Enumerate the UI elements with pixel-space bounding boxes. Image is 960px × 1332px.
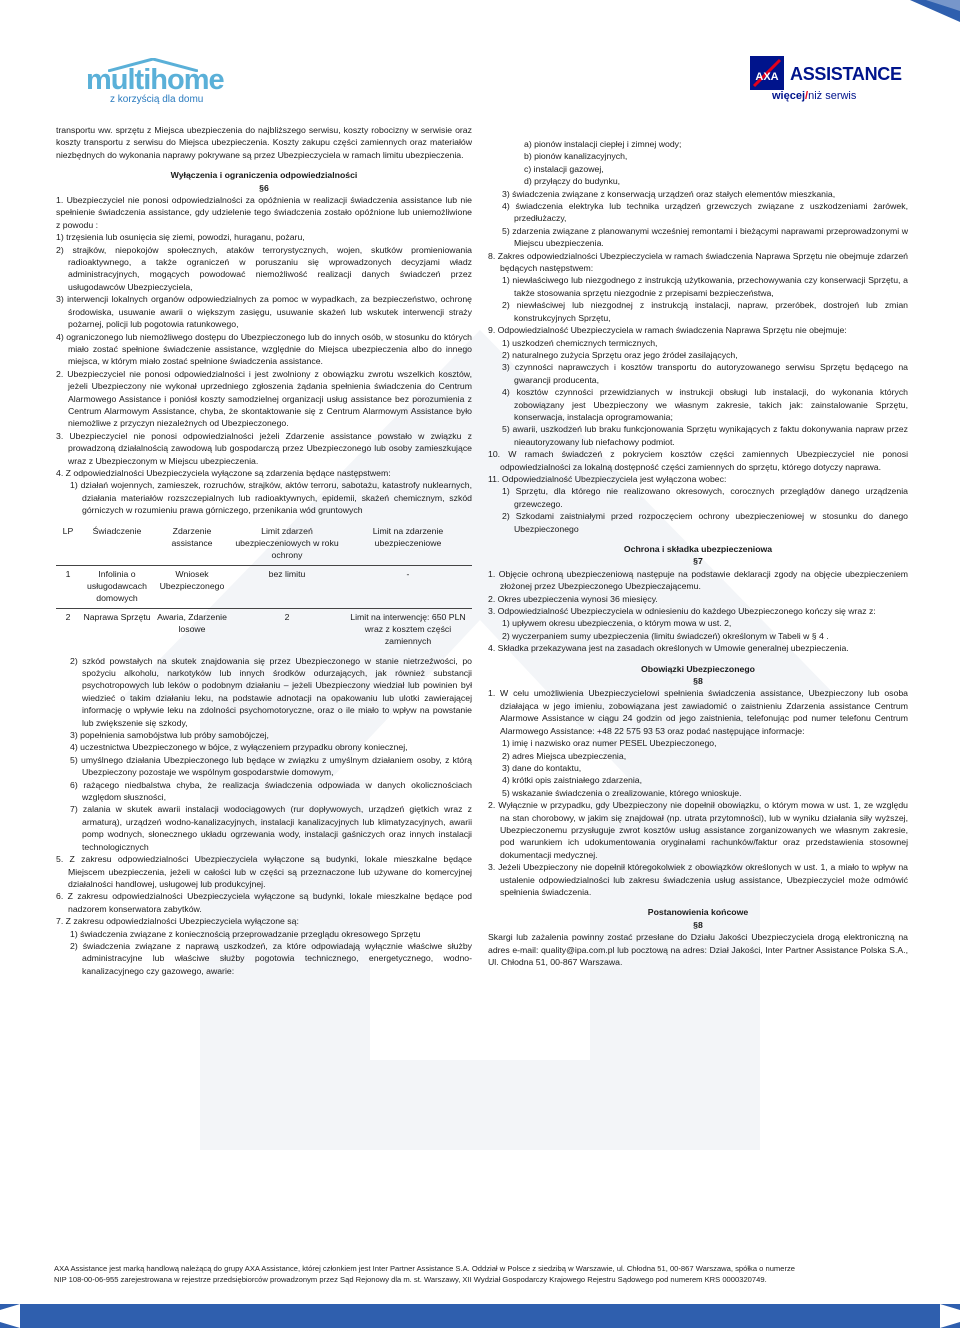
table-row [56,565,472,608]
final-paragraph: Skargi lub zażalenia powinny zostać przesłane do Działu Jakości Ubezpieczyciela drogą elektroniczną na adres e-mail: quality@ipa.com.pl lub pocztową na adres: Dział Jakości, Inter Partner Assistance Polska S.A., Ul. Chłodna 51, 00-867 Warszawa. [488,932,908,967]
list-item: d) przyłączy do budynku, [524,176,621,187]
section-heading: Postanowienia końcowe [647,907,749,918]
bottom-stripe-decoration [0,1300,960,1332]
table-cell: - [344,565,472,608]
left-column [56,124,472,977]
section-number: §7 [693,556,703,567]
list-item: 5) wskazanie świadczenia o zrealizowanie, którego wnioskuje. [502,787,742,798]
paragraph-4: 4. Z odpowiedzialności Ubezpieczyciela wyłączone są zdarzenia będące następstwem: [56,467,391,478]
list-item: 1. W celu umożliwienia Ubezpieczycielowi spełnienia świadczenia assistance, Ubezpieczony lub osoba działająca w jego imieniu, zobowiązana jest zawiadomić o zaistnieniu Zdarzenia assistance Centrum Alarmowe Assistance w ciągu 24 godzin od jego zaistnienia, telefonując pod numer telefonu Centrum Alarmowego Assistance: +48 22 575 93 53 oraz podać następujące informacje: [488,688,908,736]
list-item: a) pionów instalacji ciepłej i zimnej wody; [524,139,682,149]
list-item: 2) Szkodami zaistniałymi przed rozpoczęciem ochrony ubezpieczeniowej w stosunku do danego Ubezpieczonego [502,511,908,534]
assistance-logo-text: ASSISTANCE [790,64,902,84]
paragraph-6: 6. Z zakresu odpowiedzialności Ubezpieczyciela wyłączone są budynki, lokale mieszkalne będące pod nadzorem konserwatora zabytków. [56,891,472,914]
paragraph-9: 9. Odpowiedzialność Ubezpieczyciela w ramach świadczenia Naprawa Sprzętu nie obejmuje: [488,325,847,336]
section-number: §8 [693,676,703,687]
list-item: 3) dane do kontaktu, [502,762,582,773]
list-item: 7) zalania w skutek awarii instalacji wodociągowych (rur dopływowych, urządzeń giętkich wraz z armaturą), urządzeń wodno-kanalizacyjnych, instalacji kanalizacyjnych lub klimatyzacyjnych, awarii pomp wodnych, słonecznego układu ogrzewania wody, instalacji gaśniczych oraz innych instalacji technologicznych [70,804,472,852]
section-number: §6 [259,182,269,193]
list-item: 1) trzęsienia lub osunięcia się ziemi, powodzi, huraganu, pożaru, [56,232,305,243]
table-cell: bez limitu [230,565,344,608]
list-item: 1) uszkodzeń chemicznych termicznych, [502,337,658,348]
table-header-cell: Zdarzenie assistance [171,525,213,548]
multihome-tagline: z korzyścią dla domu [110,94,204,105]
list-item: 3. Odpowiedzialność Ubezpieczyciela w odniesieniu do każdego Ubezpieczonego kończy się wraz z: [488,606,876,617]
list-item: 3) interwencji lokalnych organów odpowiedzialnych za pomoc w wypadkach, za bezpieczeństwo, ochronę środowiska, usuwanie awarii o większym zasięgu, usuwanie skażeń lub wskutek interwencji straży pożarnej, policji lub pogotowia ratunkowego, [56,294,472,330]
section-heading: Wyłączenia i ograniczenia odpowiedzialności [170,170,358,181]
list-item: c) instalacji gazowej, [524,163,604,174]
intro-paragraph: transportu ww. sprzętu z Miejsca ubezpieczenia do najbliższego serwisu, koszty robocizny w serwisie oraz koszty transportu z serwisu do Miejsca ubezpieczenia. Koszty zakupu części zamiennych oraz materiałów niezbędnych do wykonania naprawy pokrywane są przez Ubezpieczyciela w ramach limitu ubezpieczenia. [56,125,472,160]
page-header [0,0,960,120]
paragraph-2: 2. Ubezpieczyciel nie ponosi odpowiedzialności i jest zwolniony z obowiązku zwrotu wszelkich kosztów, jeżeli Ubezpieczony nie wykonał uprzedniego zgłoszenia żądania spełnienia świadczenia do Centrum Alarmowego Assistance i poniósł koszty samodzielnej organizacji usług assistance bez porozumienia z Centrum Alarmowym Assistance, chyba, że skontaktowanie się z Centrum Alarmowym Assistance było niemożliwe z przyczyn niezależnych od Ubezpieczonego. [56,368,472,429]
section-number: §8 [693,919,703,930]
multihome-logo-text: multihome [86,64,224,96]
list-item: 6) rażącego niedbalstwa chyba, że realizacja świadczenia odpowiada w danych okolicznościach względom słuszności, [70,779,472,803]
table-cell: 2 [230,608,344,651]
table-header-cell: Świadczenie [92,525,142,536]
list-item: 1) imię i nazwisko oraz numer PESEL Ubezpieczonego, [502,738,717,749]
list-item: 1) świadczenia związane z koniecznością przeprowadzanie przeglądu okresowego Sprzętu [70,928,421,939]
list-item: 1. Objęcie ochroną ubezpieczeniową następuje na podstawie deklaracji zgody na objęcie ubezpieczeniem złożonej przez Ubezpieczonego Ubezpieczającemu. [488,568,908,592]
list-item: 3) popełnienia samobójstwa lub próby samobójczej, [70,730,269,741]
section-heading: Obowiązki Ubezpieczonego [641,663,755,674]
page-footer [54,1264,914,1285]
paragraph-1: 1. Ubezpieczyciel nie ponosi odpowiedzialności za opóźnienia w realizacji świadczenia assistance lub nie spełnienie świadczenia assistance, gdy udzielenie tego świadczenia zostało opóźnione lub uniemożliwione z powodu : [56,195,472,230]
list-item: 4) świadczenia elektryka lub technika urządzeń grzewczych związane z uszkodzeniami żarówek, przedłużaczy, [502,201,908,224]
table-header-cell: Limit na zdarzenie ubezpieczeniowe [372,525,444,548]
paragraph-5: 5. Z zakresu odpowiedzialności Ubezpieczyciela wyłączone są budynki, lokale mieszkalne będące Miejscem ubezpieczenia, jeżeli w całości lub w części są przeznaczone lub używane do komercyjnej działalności handlowej, usługowej lub produkcyjnej. [56,854,472,889]
list-item: 5) umyślnego działania Ubezpieczonego lub będące w związku z umyślnym działaniem osoby, z którą Ubezpieczony pozostaje we wspólnym gospodarstwie domowym, [70,754,472,778]
table-cell: Naprawa Sprzętu [80,608,154,651]
list-item: 3) świadczenia związane z konserwacją urządzeń oraz stałych elementów mieszkania, [502,188,836,199]
table-cell: Infolinia o usługodawcach domowych [80,565,154,608]
list-item: 2) wyczerpaniem sumy ubezpieczenia (limitu świadczeń) określonym w Tabeli w § 4 . [502,630,829,641]
benefits-table [56,523,472,651]
list-item: 2) świadczenia związane z naprawą uszkodzeń, za które odpowiadają wyłącznie właściwe służby administracyjne lub właściwe służby pogotowia technicznego, energetycznego, wodno-kanalizacyjnego czy gazowego, awarie: [70,940,472,976]
list-item: 2) naturalnego zużycia Sprzętu oraz jego źródeł zasilających, [502,349,738,360]
axa-logo-text: AXA [755,71,779,83]
list-item: 2) niewłaściwej lub niezgodnej z instrukcją instalacji, napraw, przeróbek, dostrojeń lub zmian konstrukcyjnych Sprzętu, [502,300,908,323]
table-cell: Limit na interwencję: 650 PLN wraz z kosztem części zamiennych [344,608,472,651]
table-row [56,608,472,651]
axa-assistance-logo [750,56,910,108]
table-header-row [56,523,472,566]
paragraph-11: 11. Odpowiedzialność Ubezpieczyciela jest wyłączona wobec: [488,473,727,484]
paragraph-3: 3. Ubezpieczyciel nie ponosi odpowiedzialności jeżeli Zdarzenie assistance powstało w związku z prowadzoną działalnością zawodową lub gospodarczą przez Ubezpieczonego lub osoby zamieszkujące wraz z Ubezpieczonym w Miejscu ubezpieczenia. [56,430,472,466]
axa-slogan [772,90,856,102]
list-item: 4. Składka przekazywana jest na zasadach określonych w Umowie generalnej ubezpieczenia. [488,643,849,654]
list-item: 3) czynności naprawczych i kosztów transportu do autoryzowanego serwisu Sprzętu będącego na gwarancji producenta, [502,362,908,385]
table-header-cell: Limit zdarzeń ubezpieczeniowych w roku ochrony [235,525,339,560]
axa-logo-icon [750,56,784,90]
table-cell: 2 [56,608,80,651]
list-item: 4) ograniczonego lub niemożliwego dostępu do Ubezpieczonego lub do innych osób, w stosunku do których miało zostać spełnione świadczenie assistance, względnie do Miejsca ubezpieczenia albo do innego miejsca, w którym miało zostać spełnione świadczenia assistance. [56,331,472,367]
paragraph-7: 7. Z zakresu odpowiedzialności Ubezpieczyciela wyłączone są: [56,916,299,927]
list-item: b) pionów kanalizacyjnych, [524,151,628,162]
list-item: 2) adres Miejsca ubezpieczenia, [502,750,627,761]
section-heading: Ochrona i składka ubezpieczeniowa [623,544,773,554]
multihome-logo [86,58,256,108]
list-item: 1) upływem okresu ubezpieczenia, o którym mowa w ust. 2, [502,618,732,629]
list-item: 1) działań wojennych, zamieszek, rozruchów, strajków, aktów terroru, sabotażu, katastrofy nuklearnych, działania materiałów rozszczepialnych lub radioaktywnych, epidemii, skażeń chemicznym, szkód górniczych w rozumieniu prawa górniczego, przenikania wód gruntowych [70,480,472,516]
list-item: 4) kosztów czynności przewidzianych w instrukcji obsługi lub instalacji, do wykonania których zobowiązany jest Ubezpieczony we własnym zakresie, takich jak: zainstalowanie Sprzętu, konserwacja, instalacja oprogramowania; [502,387,908,422]
right-column [488,124,908,968]
paragraph-10: 10. W ramach świadczeń z pokryciem kosztów części zamiennych Ubezpieczyciel nie ponosi odpowiedzialności za lokalną dostępność części zamiennych do sprzętu, którego dotyczy naprawa. [488,449,908,472]
list-item: 1) niewłaściwego lub niezgodnego z instrukcją użytkowania, przechowywania czy konserwacji Sprzętu, a także stosowania sprzętu niezgodnie z przepisami bezpieczeństwa, [502,275,908,298]
list-item: 1) Sprzętu, dla którego nie realizowano okresowych, corocznych przeglądów danego urządzenia grzewczego. [502,486,908,509]
table-cell: Awaria, Zdarzenie losowe [154,608,230,651]
table-cell: Wniosek Ubezpieczonego [154,565,230,608]
list-item: 4) krótki opis zaistniałego zdarzenia, [502,775,643,786]
paragraph-8: 8. Zakres odpowiedzialności Ubezpieczyciela w ramach świadczenia Naprawa Sprzętu nie obejmuje zdarzeń będących następstwem: [488,250,908,274]
list-item: 4) uczestnictwa Ubezpieczonego w bójce, z wyłączeniem przypadku obrony koniecznej, [70,742,408,753]
slogan-rest: niż serwis [808,90,857,102]
footer-line: AXA Assistance jest marką handlową należącą do grupy AXA Assistance, której członkiem jest Inter Partner Assistance S.A. Oddział w Polsce z siedzibą w Warszawie, ul. Chłodna 51, 00-867 Warszawa, spółka o numerze [54,1264,796,1273]
list-item: 2. Wyłącznie w przypadku, gdy Ubezpieczony nie dopełnił obowiązku, o którym mowa w ust. 1, ze względu na stan chorobowy, w jakim się znajdował (np. utrata przytomności), lub w wyniku działania siły wyższej, Ubezpieczonemu przysługuje zwrot kosztów usług assistance zorganizowanych we własnym zakresie, pod warunkiem ich udokumentowania oryginałami rachunków/faktur oraz przedstawienia stosownej dokumentacji medycznej. [488,800,908,860]
table-header-cell: LP [62,525,74,536]
list-item: 5) awarii, uszkodzeń lub braku funkcjonowania Sprzętu wynikających z faktu dokonywania napraw przez nieautoryzowany lub niefachowy podmiot. [502,424,908,447]
list-item: 3. Jeżeli Ubezpieczony nie dopełnił któregokolwiek z obowiązków określonych w ust. 1, a miało to wpływ na ustalenie odpowiedzialności lub zakresu świadczenia usług assistance, Ubezpieczyciel może odmówić spełnienia świadczenia. [488,862,908,897]
slogan-bold: więcej [772,90,806,102]
list-item: 2) strajków, niepokojów społecznych, ataków terrorystycznych, wojen, skutków promieniowania radioaktywnego, a także ograniczeń w poruszaniu się wprowadzonych decyzjami władz administracyjnych, mogących powodować niemożliwość realizacji danych świadczeń przez usługodawców Ubezpieczyciela, [56,244,472,292]
slogan-slash: / [805,90,809,102]
table-cell: 1 [56,565,80,608]
list-item: 2) szkód powstałych na skutek znajdowania się przez Ubezpieczonego w stanie nietrzeźwości, po spożyciu alkoholu, narkotyków lub innych środków odurzających, jak również substancji psychotropowych lub leków o podobnym działaniu – jeżeli Ubezpieczony wiedział lub powinien był wiedzieć o takim działaniu leku, na podstawie adnotacji na opakowaniu lub ulotki zawierającej informację o wpływie leku na zdolności psychomotoryczne, oraz o ile miało to wpływ na powstanie lub zwiększenie się szkody, [70,655,472,728]
list-item: 2. Okres ubezpieczenia wynosi 36 miesięcy. [488,593,658,604]
list-item: 5) zdarzenia związane z planowanymi wcześniej remontami i bieżącymi naprawami przeprowadzonymi w Miejscu ubezpieczenia. [502,225,908,249]
footer-line: NIP 108-00-06-955 zarejestrowana w rejestrze przedsiębiorców prowadzonym przez Sąd Rejonowy dla m. st. Warszawy, XII Wydział Gospodarczy Krajowego Rejestru Sądowego pod numerem KRS 0000320749. [54,1274,767,1284]
